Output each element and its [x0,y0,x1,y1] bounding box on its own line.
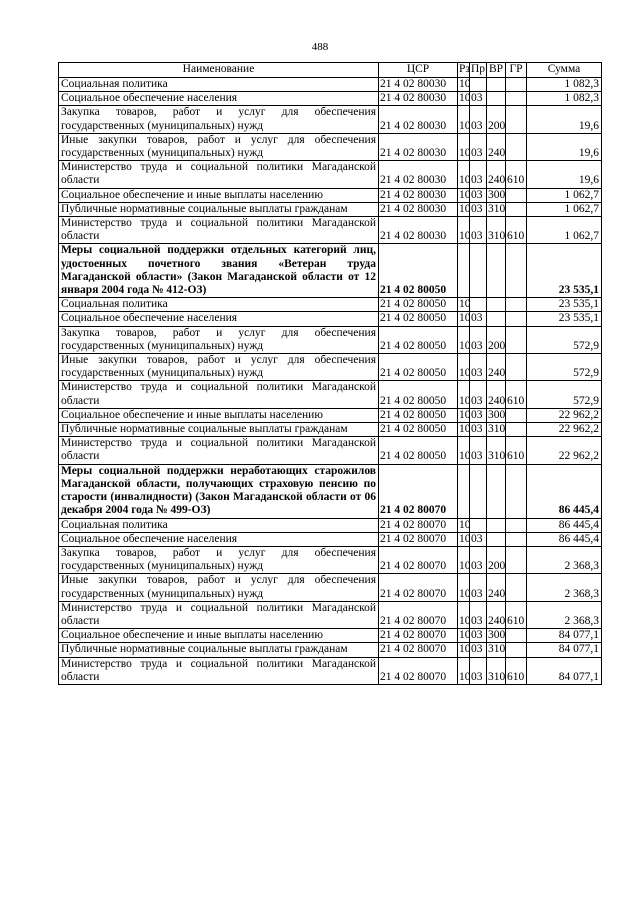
cell-gr: 610 [506,161,527,188]
table-row [59,574,602,601]
cell-vr: 310 [487,437,506,464]
cell-rz: 10 [459,518,471,531]
table-row [59,408,602,422]
cell-gr [506,133,527,160]
cell-pr: 03 [470,161,487,188]
cell-gr [506,106,527,133]
table-header-row [59,63,602,78]
cell-vr: 310 [488,202,506,215]
cell-vr: 240 [487,601,506,628]
cell-vr: 200 [487,326,506,353]
cell-gr: 610 [506,437,527,464]
cell-vr: 240 [487,161,506,188]
table-row [59,657,602,684]
cell-sum: 572,9 [527,381,602,408]
cell-gr [506,312,527,326]
cell-sum: 84 077,1 [527,643,602,657]
cell-sum: 19,6 [527,133,602,160]
cell-csr: 21 4 02 80070 [379,657,458,684]
cell-sum: 84 077,1 [527,657,602,684]
cell-csr: 21 4 02 80030 [379,133,458,160]
cell-pr: 03 [470,217,487,244]
cell-rz: 10 [459,408,471,421]
cell-gr [506,92,527,106]
table-row [59,133,602,160]
cell-name: Социальное обеспечение населения [59,532,379,546]
cell-sum: 1 062,7 [527,217,602,244]
cell-pr: 03 [470,532,487,546]
cell-gr [506,574,527,601]
cell-rz: 10 [459,92,471,105]
cell-vr: 300 [488,629,506,642]
cell-pr [470,518,487,532]
cell-sum: 22 962,2 [527,437,602,464]
cell-rz: 10 [458,354,470,381]
table-row [59,518,602,532]
cell-vr: 240 [487,381,506,408]
cell-csr: 21 4 02 80030 [379,78,458,92]
cell-rz: 10 [458,437,470,464]
cell-gr [506,354,527,381]
cell-pr [470,78,487,92]
cell-csr: 21 4 02 80050 [379,312,458,326]
cell-csr: 21 4 02 80050 [379,244,458,298]
cell-rz: 10 [458,106,470,133]
cell-rz: 10 [459,629,471,642]
cell-csr: 21 4 02 80070 [379,601,458,628]
table-row [59,188,602,202]
cell-csr: 21 4 02 80070 [379,532,458,546]
cell-csr: 21 4 02 80070 [379,629,458,643]
cell-pr: 03 [470,546,487,573]
cell-name: Публичные нормативные социальные выплаты гражданам [59,423,379,437]
cell-pr: 03 [470,423,487,437]
cell-rz: 10 [459,423,471,436]
cell-rz: 10 [458,161,470,188]
cell-name: Социальное обеспечение и иные выплаты населению [59,188,379,202]
cell-pr: 03 [470,92,487,106]
cell-rz: 10 [459,78,471,90]
cell-pr: 03 [470,437,487,464]
cell-vr [487,244,506,298]
cell-csr: 21 4 02 80070 [379,643,458,657]
cell-rz: 10 [459,532,471,545]
cell-pr: 03 [470,574,487,601]
cell-vr: 240 [487,354,506,381]
table-row [59,106,602,133]
header-vr: ВР [487,63,506,78]
cell-csr: 21 4 02 80030 [379,106,458,133]
cell-csr: 21 4 02 80030 [379,92,458,106]
cell-csr: 21 4 02 80030 [379,202,458,216]
table-row [59,629,602,643]
cell-rz [458,464,470,518]
cell-csr: 21 4 02 80070 [379,546,458,573]
cell-name: Публичные нормативные социальные выплаты гражданам [59,643,379,657]
cell-gr [506,244,527,298]
cell-gr [506,518,527,532]
cell-name: Социальное обеспечение и иные выплаты населению [59,408,379,422]
cell-rz: 10 [458,381,470,408]
table-row [59,217,602,244]
cell-csr: 21 4 02 80030 [379,161,458,188]
cell-pr: 03 [470,106,487,133]
table-row [59,601,602,628]
cell-name: Закупка товаров, работ и услуг для обеспечения государственных (муниципальных) нужд [59,546,379,573]
cell-sum: 572,9 [527,354,602,381]
cell-csr: 21 4 02 80030 [379,217,458,244]
header-sum: Сумма [527,63,602,78]
cell-sum: 23 535,1 [527,244,602,298]
cell-name: Министерство труда и социальной политики Магаданской области [59,437,379,464]
cell-vr [487,532,506,546]
cell-rz: 10 [459,188,471,201]
cell-name: Иные закупки товаров, работ и услуг для обеспечения государственных (муниципальных) нужд [59,574,379,601]
table-row [59,532,602,546]
table-row [59,312,602,326]
cell-pr [470,298,487,312]
cell-pr: 03 [470,601,487,628]
cell-name: Меры социальной поддержки отдельных категорий лиц, удостоенных почетного звания «Ветеран труда Магаданской области» (Закон Магаданской области от 12 января 2004 года № 412-ОЗ) [59,244,379,298]
table-row [59,298,602,312]
cell-gr: 610 [506,217,527,244]
cell-name: Социальная политика [59,298,379,312]
cell-pr: 03 [470,133,487,160]
cell-vr: 310 [487,657,506,684]
table-row [59,354,602,381]
cell-sum: 1 062,7 [527,188,602,202]
cell-pr: 03 [470,657,487,684]
cell-name: Социальная политика [59,78,379,92]
cell-rz: 10 [458,546,470,573]
cell-rz [458,244,470,298]
cell-vr [487,518,506,532]
cell-rz: 10 [458,326,470,353]
cell-pr [470,244,487,298]
cell-vr: 240 [487,574,506,601]
cell-csr: 21 4 02 80050 [379,437,458,464]
cell-sum: 86 445,4 [527,464,602,518]
cell-vr [487,464,506,518]
header-csr: ЦСР [379,63,458,78]
table-row [59,161,602,188]
budget-table [58,62,602,685]
cell-name: Иные закупки товаров, работ и услуг для обеспечения государственных (муниципальных) нужд [59,354,379,381]
header-name: Наименование [59,63,379,78]
table-row [59,202,602,216]
cell-pr: 03 [470,202,487,216]
cell-csr: 21 4 02 80050 [379,298,458,312]
table-row [59,437,602,464]
cell-vr [487,298,506,312]
table-row [59,546,602,573]
cell-sum: 86 445,4 [527,518,602,532]
cell-sum: 23 535,1 [527,312,602,326]
cell-sum: 22 962,2 [527,423,602,437]
cell-name: Закупка товаров, работ и услуг для обеспечения государственных (муниципальных) нужд [59,106,379,133]
cell-rz: 10 [458,133,470,160]
cell-pr: 03 [470,408,487,422]
cell-name: Социальное обеспечение населения [59,92,379,106]
cell-sum: 2 368,3 [527,574,602,601]
cell-vr: 200 [487,106,506,133]
cell-gr [506,546,527,573]
cell-vr: 300 [488,188,506,201]
cell-pr: 03 [470,326,487,353]
cell-gr [506,464,527,518]
cell-rz: 10 [458,574,470,601]
table-body [59,78,602,685]
cell-gr [506,408,527,422]
cell-pr: 03 [470,643,487,657]
cell-name: Иные закупки товаров, работ и услуг для обеспечения государственных (муниципальных) нужд [59,133,379,160]
cell-vr: 300 [488,408,506,421]
table-row [59,326,602,353]
cell-pr: 03 [470,381,487,408]
cell-csr: 21 4 02 80030 [379,188,458,202]
cell-sum: 2 368,3 [527,546,602,573]
cell-name: Публичные нормативные социальные выплаты гражданам [59,202,379,216]
table-row-program [59,244,602,298]
cell-rz: 10 [459,202,471,215]
cell-name: Министерство труда и социальной политики Магаданской области [59,381,379,408]
cell-sum: 19,6 [527,161,602,188]
cell-name: Министерство труда и социальной политики Магаданской области [59,601,379,628]
cell-vr: 310 [488,423,506,436]
cell-sum: 1 082,3 [527,78,602,92]
cell-name: Меры социальной поддержки неработающих старожилов Магаданской области, получающих страховую пенсию по старости (инвалидности) (Закон Магаданской области от 06 декабря 2004 года № 499-ОЗ) [59,464,379,518]
cell-csr: 21 4 02 80070 [379,464,458,518]
cell-pr: 03 [470,188,487,202]
cell-rz: 10 [459,312,471,325]
cell-pr: 03 [470,312,487,326]
cell-sum: 84 077,1 [527,629,602,643]
cell-sum: 86 445,4 [527,532,602,546]
cell-rz: 10 [458,601,470,628]
cell-vr [487,92,506,106]
cell-gr [506,298,527,312]
cell-gr [506,643,527,657]
cell-rz: 10 [459,643,471,656]
cell-pr [470,464,487,518]
cell-sum: 22 962,2 [527,408,602,422]
cell-csr: 21 4 02 80050 [379,423,458,437]
cell-csr: 21 4 02 80050 [379,354,458,381]
cell-name: Социальная политика [59,518,379,532]
cell-csr: 21 4 02 80050 [379,381,458,408]
cell-sum: 1 062,7 [527,202,602,216]
table-row [59,381,602,408]
cell-sum: 19,6 [527,106,602,133]
table-row [59,643,602,657]
cell-gr: 610 [506,657,527,684]
table-row [59,423,602,437]
cell-csr: 21 4 02 80050 [379,408,458,422]
cell-vr: 240 [487,133,506,160]
cell-gr: 610 [506,601,527,628]
table-row [59,92,602,106]
table-row-program [59,464,602,518]
cell-pr: 03 [470,629,487,643]
cell-gr [506,188,527,202]
table-row [59,78,602,92]
cell-rz: 10 [458,657,470,684]
cell-vr [487,312,506,326]
cell-sum: 1 082,3 [527,92,602,106]
cell-gr [506,532,527,546]
cell-pr: 03 [470,354,487,381]
cell-name: Закупка товаров, работ и услуг для обеспечения государственных (муниципальных) нужд [59,326,379,353]
cell-name: Социальное обеспечение населения [59,312,379,326]
header-rz: Рз [458,63,470,78]
cell-vr: 310 [487,217,506,244]
cell-sum: 572,9 [527,326,602,353]
cell-rz: 10 [458,217,470,244]
cell-csr: 21 4 02 80070 [379,574,458,601]
cell-csr: 21 4 02 80050 [379,326,458,353]
cell-gr [506,629,527,643]
cell-gr [506,202,527,216]
cell-rz: 10 [459,298,471,311]
cell-gr: 610 [506,381,527,408]
cell-name: Социальное обеспечение и иные выплаты населению [59,629,379,643]
cell-vr: 310 [488,643,506,656]
cell-name: Министерство труда и социальной политики Магаданской области [59,217,379,244]
header-pr: Пр [470,63,487,78]
cell-csr: 21 4 02 80070 [379,518,458,532]
cell-vr [487,78,506,92]
cell-gr [506,423,527,437]
header-gr: ГР [506,63,527,78]
cell-name: Министерство труда и социальной политики Магаданской области [59,657,379,684]
cell-sum: 23 535,1 [527,298,602,312]
cell-sum: 2 368,3 [527,601,602,628]
page-number: 488 [311,41,329,53]
cell-vr: 200 [487,546,506,573]
cell-gr [506,326,527,353]
cell-name: Министерство труда и социальной политики Магаданской области [59,161,379,188]
cell-gr [506,78,527,92]
